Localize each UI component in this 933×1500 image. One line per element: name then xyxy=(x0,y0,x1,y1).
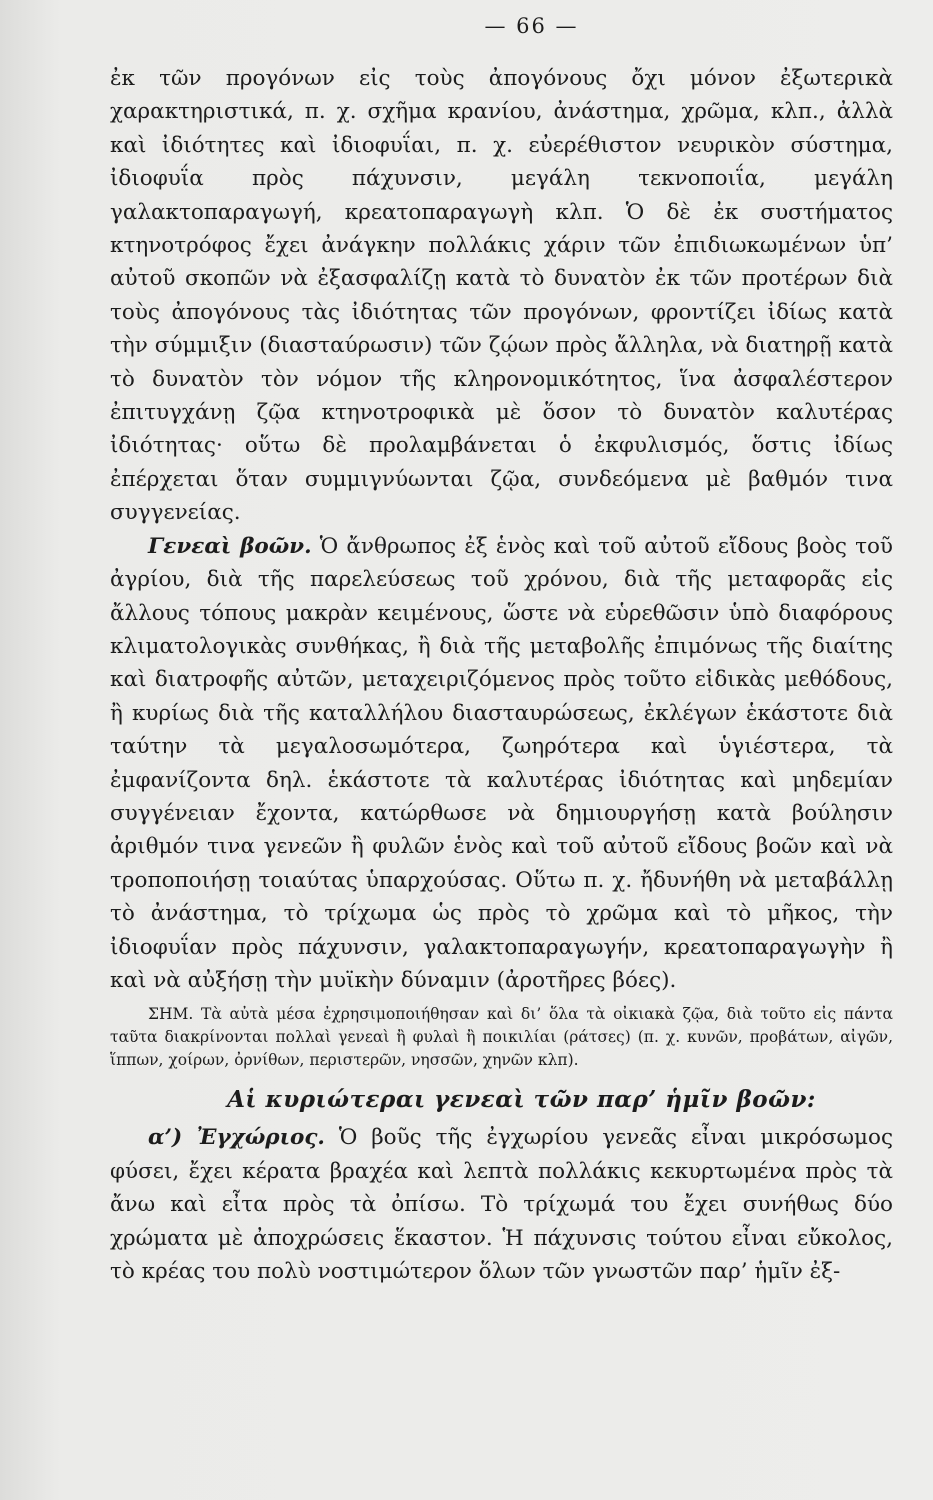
paragraph-cattle-breeds xyxy=(110,530,893,998)
footnote: ΣΗΜ. Τὰ αὐτὰ μέσα ἐχρησιμοποιήθησαν καὶ δι’ ὅλα τὰ οἰκιακὰ ζῷα, διὰ τοῦτο εἰς πάντα ταῦτα διακρίνονται πολλαὶ γενεαὶ ἢ φυλαὶ ἢ ποικιλίαι (ράτσες) (π. χ. κυνῶν, προβάτων, αἰγῶν, ἵππων, χοίρων, ὀρνίθων, περιστερῶν, νησσῶν, χηνῶν κλπ). xyxy=(110,1005,893,1070)
paragraph-lead-cattle-breeds: Γενεαὶ βοῶν. xyxy=(148,533,312,559)
paragraph-native-breed xyxy=(110,1121,893,1288)
section-heading: Αἱ κυριώτεραι γενεαὶ τῶν παρ’ ἡμῖν βοῶν: xyxy=(227,1086,816,1114)
paragraph-body-native-breed: Ὁ βοῦς τῆς ἐγχωρίου γενεᾶς εἶναι μικρόσωμος φύσει, ἔχει κέρατα βραχέα καὶ λεπτὰ πολλάκις κεκυρτωμένα πρὸς τὰ ἄνω καὶ εἶτα πρὸς τὰ ὀπίσω. Τὸ τρίχωμά του ἔχει συνήθως δύο χρώματα μὲ ἀποχρώσεις ἕκαστον. Ἡ πάχυνσις τούτου εἶναι εὔκολος, τὸ κρέας του πολὺ νοστιμώτερον ὅλων τῶν γνωστῶν παρ’ ἡμῖν ἐξ- xyxy=(110,1125,893,1284)
page-number: — 66 — xyxy=(484,14,579,38)
paragraph-body-cattle-breeds: Ὁ ἄνθρωπος ἐξ ἑνὸς καὶ τοῦ αὐτοῦ εἴδους βοὸς τοῦ ἀγρίου, διὰ τῆς παρελεύσεως τοῦ χρόνου, διὰ τῆς μεταφορᾶς εἰς ἄλλους τόπους μακρὰν κειμένους, ὥστε νὰ εὑρεθῶσιν ὑπὸ διαφόρους κλιματολογικὰς συνθήκας, ἢ διὰ τῆς μεταβολῆς ἐπιμόνως τῆς διαίτης καὶ διατροφῆς αὐτῶν, μεταχειριζόμενος πρὸς τοῦτο εἰδικὰς μεθόδους, ἢ κυρίως διὰ τῆς καταλλήλου διασταυρώσεως, ἐκλέγων ἑκάστοτε διὰ ταύτην τὰ μεγαλοσωμότερα, ζωηρότερα καὶ ὑγιέστερα, τὰ ἐμφανίζοντα δηλ. ἑκάστοτε τὰ καλυτέρας ἰδιότητας καὶ μηδεμίαν συγγένειαν ἔχοντα, κατώρθωσε νὰ δημιουργήσῃ κατὰ βούλησιν ἀριθμόν τινα γενεῶν ἢ φυλῶν ἑνὸς καὶ τοῦ αὐτοῦ εἴδους βοῶν καὶ νὰ τροποποιήσῃ τοιαύτας ὑπαρχούσας. Οὕτω π. χ. ἤδυνήθη νὰ μεταβάλλῃ τὸ ἀνάστημα, τὸ τρίχωμα ὡς πρὸς τὸ χρῶμα καὶ τὸ μῆκος, τὴν ἰδιοφυΐαν πρὸς πάχυνσιν, γαλακτοπαραγωγήν, κρεατοπαραγωγὴν ἢ καὶ νὰ αὐξήσῃ τὴν μυϊκὴν δύναμιν (ἀροτῆρες βόες). xyxy=(110,533,893,993)
paragraph-heredity: ἐκ τῶν προγόνων εἰς τοὺς ἀπογόνους ὄχι μόνον ἐξωτερικὰ χαρακτηριστικά, π. χ. σχῆμα κρανίου, ἀνάστημα, χρῶμα, κλπ., ἀλλὰ καὶ ἰδιότητες καὶ ἰδιοφυΐαι, π. χ. εὐερέθιστον νευρικὸν σύστημα, ἰδιοφυΐα πρὸς πάχυνσιν, μεγάλη τεκνοποιΐα, μεγάλη γαλακτοπαραγωγή, κρεατοπαραγωγὴ κλπ. Ὁ δὲ ἐκ συστήματος κτηνοτρόφος ἔχει ἀνάγκην πολλάκις χάριν τῶν ἐπιδιωκωμένων ὑπ’ αὐτοῦ σκοπῶν νὰ ἐξασφαλίζῃ κατὰ τὸ δυνατὸν ἐκ τῶν προτέρων διὰ τοὺς ἀπογόνους τὰς ἰδιότητας τῶν προγόνων, φροντίζει ἰδίως κατὰ τὴν σύμμιξιν (διασταύρωσιν) τῶν ζῴων πρὸς ἄλληλα, νὰ διατηρῇ κατὰ τὸ δυνατὸν τὸν νόμον τῆς κληρονομικότητος, ἵνα ἀσφαλέστερον ἐπιτυγχάνῃ ζῷα κτηνοτροφικὰ μὲ ὅσον τὸ δυνατὸν καλυτέρας ἰδιότητας· οὕτω δὲ προλαμβάνεται ὁ ἐκφυλισμός, ὅστις ἰδίως ἐπέρχεται ὅταν συμμιγνύωνται ζῷα, συνδεόμενα μὲ βαθμόν τινα συγγενείας. xyxy=(110,66,893,526)
paragraph-lead-native-breed: α’) Ἐγχώριος. xyxy=(148,1125,325,1151)
